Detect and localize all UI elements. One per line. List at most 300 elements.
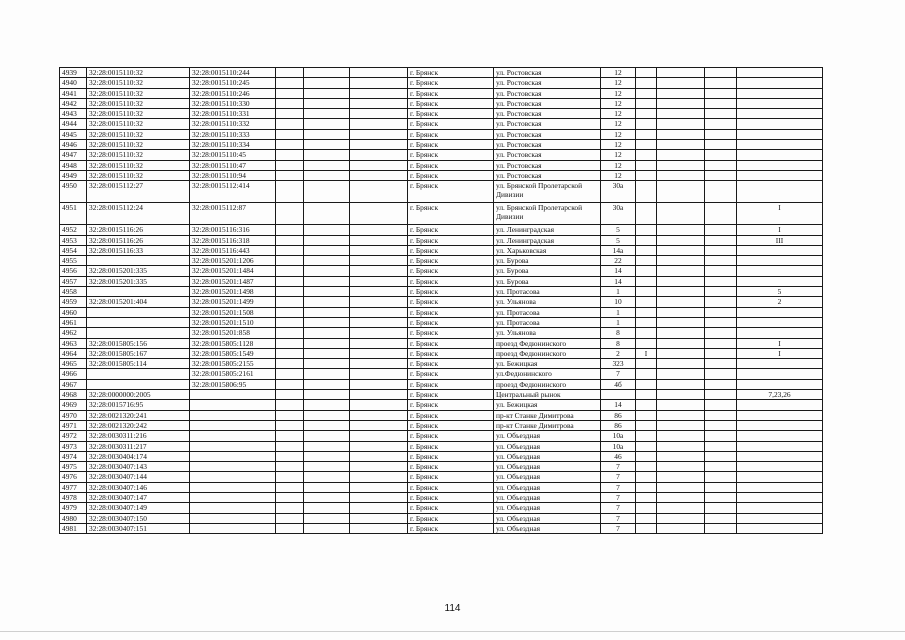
row-number-cell: 4946 <box>60 140 87 150</box>
cadastral-parcel-cell: 32:28:0015201:335 <box>87 266 190 276</box>
table-row <box>60 245 823 255</box>
empty-cell <box>350 390 408 400</box>
empty-cell <box>276 98 304 108</box>
row-number-cell: 4973 <box>60 441 87 451</box>
street-cell: ул. Бежицкая <box>494 359 601 369</box>
empty-cell <box>705 338 737 348</box>
empty-cell <box>276 410 304 420</box>
empty-cell <box>350 150 408 160</box>
city-cell: г. Брянск <box>408 287 494 297</box>
premises-cell <box>737 129 823 139</box>
city-cell: г. Брянск <box>408 297 494 307</box>
table-row <box>60 431 823 441</box>
cadastral-parcel-cell: 32:28:0015805:156 <box>87 338 190 348</box>
empty-cell <box>705 379 737 389</box>
empty-cell <box>705 359 737 369</box>
city-cell: г. Брянск <box>408 410 494 420</box>
house-number-cell: 7 <box>601 369 636 379</box>
house-number-cell: 30а <box>601 181 636 203</box>
street-cell: ул. Бурова <box>494 266 601 276</box>
street-cell: ул. Брянской Пролетарской Дивизии <box>494 203 601 225</box>
building-cell <box>636 98 657 108</box>
street-cell: ул. Объездная <box>494 503 601 513</box>
city-cell: г. Брянск <box>408 235 494 245</box>
building-cell <box>636 369 657 379</box>
empty-cell <box>705 513 737 523</box>
row-number-cell: 4962 <box>60 328 87 338</box>
building-cell <box>636 513 657 523</box>
empty-cell <box>350 410 408 420</box>
empty-cell <box>657 369 705 379</box>
empty-cell <box>657 307 705 317</box>
house-number-cell: 8 <box>601 338 636 348</box>
empty-cell <box>705 307 737 317</box>
row-number-cell: 4978 <box>60 492 87 502</box>
table-row <box>60 328 823 338</box>
building-cell <box>636 482 657 492</box>
city-cell: г. Брянск <box>408 348 494 358</box>
cadastral-parcel-cell: 32:28:0015110:32 <box>87 119 190 129</box>
empty-cell <box>304 523 350 533</box>
house-number-cell: 12 <box>601 119 636 129</box>
house-number-cell: 7 <box>601 523 636 533</box>
empty-cell <box>276 379 304 389</box>
row-number-cell: 4967 <box>60 379 87 389</box>
empty-cell <box>350 170 408 180</box>
street-cell: ул. Бурова <box>494 256 601 266</box>
cadastral-object-cell <box>190 503 276 513</box>
empty-cell <box>657 225 705 235</box>
row-number-cell: 4958 <box>60 287 87 297</box>
cadastral-parcel-cell <box>87 379 190 389</box>
empty-cell <box>350 129 408 139</box>
cadastral-parcel-cell: 32:28:0015716:95 <box>87 400 190 410</box>
empty-cell <box>705 482 737 492</box>
row-number-cell: 4965 <box>60 359 87 369</box>
street-cell: ул. Ленинградская <box>494 235 601 245</box>
row-number-cell: 4948 <box>60 160 87 170</box>
cadastral-object-cell: 32:28:0015112:414 <box>190 181 276 203</box>
cadastral-parcel-cell: 32:28:0015110:32 <box>87 109 190 119</box>
table-row <box>60 203 823 225</box>
cadastral-parcel-cell: 32:28:0015805:114 <box>87 359 190 369</box>
empty-cell <box>276 181 304 203</box>
empty-cell <box>304 160 350 170</box>
empty-cell <box>304 317 350 327</box>
cadastral-parcel-cell: 32:28:0015110:32 <box>87 98 190 108</box>
empty-cell <box>350 98 408 108</box>
premises-cell <box>737 523 823 533</box>
cadastral-object-cell: 32:28:0015806:95 <box>190 379 276 389</box>
empty-cell <box>304 181 350 203</box>
empty-cell <box>705 410 737 420</box>
premises-cell <box>737 68 823 78</box>
building-cell <box>636 235 657 245</box>
cadastral-object-cell: 32:28:0015201:1206 <box>190 256 276 266</box>
cadastral-parcel-cell <box>87 287 190 297</box>
street-cell: ул. Ульянова <box>494 297 601 307</box>
street-cell: ул. Протасова <box>494 317 601 327</box>
empty-cell <box>350 307 408 317</box>
cadastral-parcel-cell: 32:28:0030311:217 <box>87 441 190 451</box>
cadastral-parcel-cell: 32:28:0015110:32 <box>87 160 190 170</box>
row-number-cell: 4945 <box>60 129 87 139</box>
empty-cell <box>705 503 737 513</box>
table-row <box>60 513 823 523</box>
cadastral-object-cell <box>190 420 276 430</box>
empty-cell <box>304 410 350 420</box>
table-row <box>60 98 823 108</box>
row-number-cell: 4963 <box>60 338 87 348</box>
empty-cell <box>304 482 350 492</box>
premises-cell <box>737 170 823 180</box>
city-cell: г. Брянск <box>408 513 494 523</box>
empty-cell <box>657 359 705 369</box>
cadastral-object-cell <box>190 390 276 400</box>
row-number-cell: 4971 <box>60 420 87 430</box>
premises-cell <box>737 503 823 513</box>
street-cell: ул. Бежицкая <box>494 400 601 410</box>
cadastral-parcel-cell <box>87 317 190 327</box>
city-cell: г. Брянск <box>408 441 494 451</box>
cadastral-parcel-cell: 32:28:0015112:27 <box>87 181 190 203</box>
scan-artifact-line <box>0 631 905 632</box>
cadastral-object-cell: 32:28:0015110:330 <box>190 98 276 108</box>
city-cell: г. Брянск <box>408 462 494 472</box>
row-number-cell: 4976 <box>60 472 87 482</box>
city-cell: г. Брянск <box>408 328 494 338</box>
building-cell <box>636 410 657 420</box>
empty-cell <box>276 297 304 307</box>
cadastral-parcel-cell: 32:28:0015110:32 <box>87 88 190 98</box>
street-cell: ул. Ростовская <box>494 150 601 160</box>
house-number-cell: 22 <box>601 256 636 266</box>
empty-cell <box>304 88 350 98</box>
table-row <box>60 88 823 98</box>
table-row <box>60 129 823 139</box>
empty-cell <box>350 256 408 266</box>
premises-cell <box>737 109 823 119</box>
building-cell: I <box>636 348 657 358</box>
table-row <box>60 503 823 513</box>
city-cell: г. Брянск <box>408 203 494 225</box>
city-cell: г. Брянск <box>408 150 494 160</box>
street-cell: ул. Ростовская <box>494 129 601 139</box>
house-number-cell: 7 <box>601 503 636 513</box>
empty-cell <box>276 129 304 139</box>
table-row <box>60 68 823 78</box>
premises-cell <box>737 359 823 369</box>
building-cell <box>636 338 657 348</box>
house-number-cell: 7 <box>601 482 636 492</box>
house-number-cell: 86 <box>601 420 636 430</box>
cadastral-object-cell: 32:28:0015116:316 <box>190 225 276 235</box>
empty-cell <box>657 109 705 119</box>
street-cell: пр-кт Станке Димитрова <box>494 410 601 420</box>
building-cell <box>636 523 657 533</box>
empty-cell <box>705 348 737 358</box>
house-number-cell: 86 <box>601 410 636 420</box>
empty-cell <box>276 256 304 266</box>
empty-cell <box>705 276 737 286</box>
building-cell <box>636 256 657 266</box>
empty-cell <box>350 492 408 502</box>
empty-cell <box>304 140 350 150</box>
empty-cell <box>705 390 737 400</box>
empty-cell <box>657 266 705 276</box>
street-cell: ул. Объездная <box>494 462 601 472</box>
building-cell <box>636 492 657 502</box>
cadastral-object-cell <box>190 410 276 420</box>
table-row <box>60 400 823 410</box>
cadastral-parcel-cell: 32:28:0015201:335 <box>87 276 190 286</box>
city-cell: г. Брянск <box>408 140 494 150</box>
street-cell: ул. Ростовская <box>494 170 601 180</box>
row-number-cell: 4966 <box>60 369 87 379</box>
premises-cell: 2 <box>737 297 823 307</box>
empty-cell <box>705 78 737 88</box>
empty-cell <box>350 431 408 441</box>
empty-cell <box>276 235 304 245</box>
cadastral-object-cell: 32:28:0015201:1487 <box>190 276 276 286</box>
empty-cell <box>276 68 304 78</box>
empty-cell <box>705 492 737 502</box>
empty-cell <box>304 119 350 129</box>
premises-cell <box>737 451 823 461</box>
cadastral-object-cell: 32:28:0015805:2161 <box>190 369 276 379</box>
building-cell <box>636 462 657 472</box>
building-cell <box>636 245 657 255</box>
cadastral-object-cell: 32:28:0015805:1128 <box>190 338 276 348</box>
building-cell <box>636 88 657 98</box>
empty-cell <box>657 140 705 150</box>
empty-cell <box>705 317 737 327</box>
empty-cell <box>350 287 408 297</box>
empty-cell <box>350 523 408 533</box>
street-cell: Центральный рынок <box>494 390 601 400</box>
empty-cell <box>705 160 737 170</box>
city-cell: г. Брянск <box>408 170 494 180</box>
house-number-cell: 7 <box>601 472 636 482</box>
table-row <box>60 317 823 327</box>
building-cell <box>636 317 657 327</box>
empty-cell <box>705 420 737 430</box>
table-row <box>60 119 823 129</box>
cadastral-parcel-cell: 32:28:0015805:167 <box>87 348 190 358</box>
empty-cell <box>350 119 408 129</box>
city-cell: г. Брянск <box>408 276 494 286</box>
empty-cell <box>276 225 304 235</box>
house-number-cell: 7 <box>601 462 636 472</box>
empty-cell <box>350 451 408 461</box>
building-cell <box>636 150 657 160</box>
street-cell: ул. Ростовская <box>494 68 601 78</box>
empty-cell <box>657 98 705 108</box>
street-cell: ул. Ростовская <box>494 88 601 98</box>
table-row <box>60 523 823 533</box>
city-cell: г. Брянск <box>408 109 494 119</box>
building-cell <box>636 119 657 129</box>
empty-cell <box>276 203 304 225</box>
house-number-cell: 14а <box>601 245 636 255</box>
city-cell: г. Брянск <box>408 482 494 492</box>
table-row <box>60 150 823 160</box>
empty-cell <box>276 369 304 379</box>
empty-cell <box>657 170 705 180</box>
premises-cell <box>737 369 823 379</box>
premises-cell <box>737 276 823 286</box>
cadastral-object-cell: 32:28:0015112:87 <box>190 203 276 225</box>
house-number-cell: 12 <box>601 109 636 119</box>
empty-cell <box>705 129 737 139</box>
cadastral-parcel-cell: 32:28:0015116:33 <box>87 245 190 255</box>
row-number-cell: 4951 <box>60 203 87 225</box>
building-cell <box>636 451 657 461</box>
empty-cell <box>304 472 350 482</box>
empty-cell <box>350 503 408 513</box>
empty-cell <box>705 109 737 119</box>
empty-cell <box>657 235 705 245</box>
city-cell: г. Брянск <box>408 503 494 513</box>
street-cell: проезд Федюнинского <box>494 338 601 348</box>
row-number-cell: 4942 <box>60 98 87 108</box>
cadastral-parcel-cell: 32:28:0015201:404 <box>87 297 190 307</box>
empty-cell <box>276 420 304 430</box>
row-number-cell: 4955 <box>60 256 87 266</box>
city-cell: г. Брянск <box>408 78 494 88</box>
empty-cell <box>304 245 350 255</box>
empty-cell <box>276 359 304 369</box>
street-cell: ул. Ульянова <box>494 328 601 338</box>
premises-cell <box>737 307 823 317</box>
empty-cell <box>304 400 350 410</box>
city-cell: г. Брянск <box>408 359 494 369</box>
building-cell <box>636 431 657 441</box>
street-cell: ул. Ростовская <box>494 109 601 119</box>
empty-cell <box>304 420 350 430</box>
cadastral-parcel-cell: 32:28:0015112:24 <box>87 203 190 225</box>
empty-cell <box>350 140 408 150</box>
empty-cell <box>350 181 408 203</box>
house-number-cell: 5 <box>601 235 636 245</box>
empty-cell <box>304 359 350 369</box>
empty-cell <box>657 410 705 420</box>
empty-cell <box>657 276 705 286</box>
street-cell: ул. Протасова <box>494 287 601 297</box>
cadastral-parcel-cell <box>87 369 190 379</box>
empty-cell <box>657 317 705 327</box>
empty-cell <box>304 328 350 338</box>
empty-cell <box>657 451 705 461</box>
building-cell <box>636 287 657 297</box>
premises-cell <box>737 410 823 420</box>
premises-cell: 7,23,26 <box>737 390 823 400</box>
house-number-cell: 10а <box>601 431 636 441</box>
building-cell <box>636 400 657 410</box>
empty-cell <box>276 462 304 472</box>
cadastral-object-cell <box>190 441 276 451</box>
row-number-cell: 4975 <box>60 462 87 472</box>
row-number-cell: 4969 <box>60 400 87 410</box>
empty-cell <box>705 441 737 451</box>
cadastral-object-cell: 32:28:0015201:1510 <box>190 317 276 327</box>
empty-cell <box>350 266 408 276</box>
cadastral-object-cell: 32:28:0015201:1499 <box>190 297 276 307</box>
table-row <box>60 441 823 451</box>
premises-cell <box>737 379 823 389</box>
street-cell: ул. Брянской Пролетарской Дивизии <box>494 181 601 203</box>
empty-cell <box>276 523 304 533</box>
empty-cell <box>657 119 705 129</box>
cadastral-parcel-cell: 32:28:0015110:32 <box>87 150 190 160</box>
row-number-cell: 4959 <box>60 297 87 307</box>
building-cell <box>636 266 657 276</box>
empty-cell <box>276 317 304 327</box>
house-number-cell: 12 <box>601 88 636 98</box>
street-cell: ул. Бурова <box>494 276 601 286</box>
empty-cell <box>276 266 304 276</box>
cadastral-object-cell: 32:28:0015116:443 <box>190 245 276 255</box>
empty-cell <box>276 451 304 461</box>
empty-cell <box>304 109 350 119</box>
premises-cell <box>737 317 823 327</box>
table-row <box>60 266 823 276</box>
empty-cell <box>350 338 408 348</box>
row-number-cell: 4977 <box>60 482 87 492</box>
row-number-cell: 4974 <box>60 451 87 461</box>
building-cell <box>636 68 657 78</box>
building-cell <box>636 441 657 451</box>
street-cell: пр-кт Станке Димитрова <box>494 420 601 430</box>
house-number-cell: 7 <box>601 513 636 523</box>
empty-cell <box>350 235 408 245</box>
premises-cell <box>737 492 823 502</box>
row-number-cell: 4941 <box>60 88 87 98</box>
empty-cell <box>304 287 350 297</box>
table-row <box>60 482 823 492</box>
empty-cell <box>657 181 705 203</box>
table-row <box>60 369 823 379</box>
building-cell <box>636 129 657 139</box>
empty-cell <box>304 225 350 235</box>
city-cell: г. Брянск <box>408 317 494 327</box>
empty-cell <box>350 400 408 410</box>
empty-cell <box>304 492 350 502</box>
empty-cell <box>657 150 705 160</box>
empty-cell <box>705 400 737 410</box>
empty-cell <box>276 245 304 255</box>
empty-cell <box>350 78 408 88</box>
premises-cell: III <box>737 235 823 245</box>
empty-cell <box>657 431 705 441</box>
empty-cell <box>304 451 350 461</box>
building-cell <box>636 297 657 307</box>
table-row <box>60 348 823 358</box>
table-row <box>60 462 823 472</box>
street-cell: ул. Ленинградская <box>494 225 601 235</box>
empty-cell <box>705 472 737 482</box>
empty-cell <box>350 225 408 235</box>
city-cell: г. Брянск <box>408 98 494 108</box>
house-number-cell: 4б <box>601 379 636 389</box>
cadastral-object-cell <box>190 523 276 533</box>
premises-cell <box>737 78 823 88</box>
empty-cell <box>276 472 304 482</box>
row-number-cell: 4950 <box>60 181 87 203</box>
cadastral-object-cell <box>190 492 276 502</box>
house-number-cell: 14 <box>601 266 636 276</box>
empty-cell <box>276 513 304 523</box>
